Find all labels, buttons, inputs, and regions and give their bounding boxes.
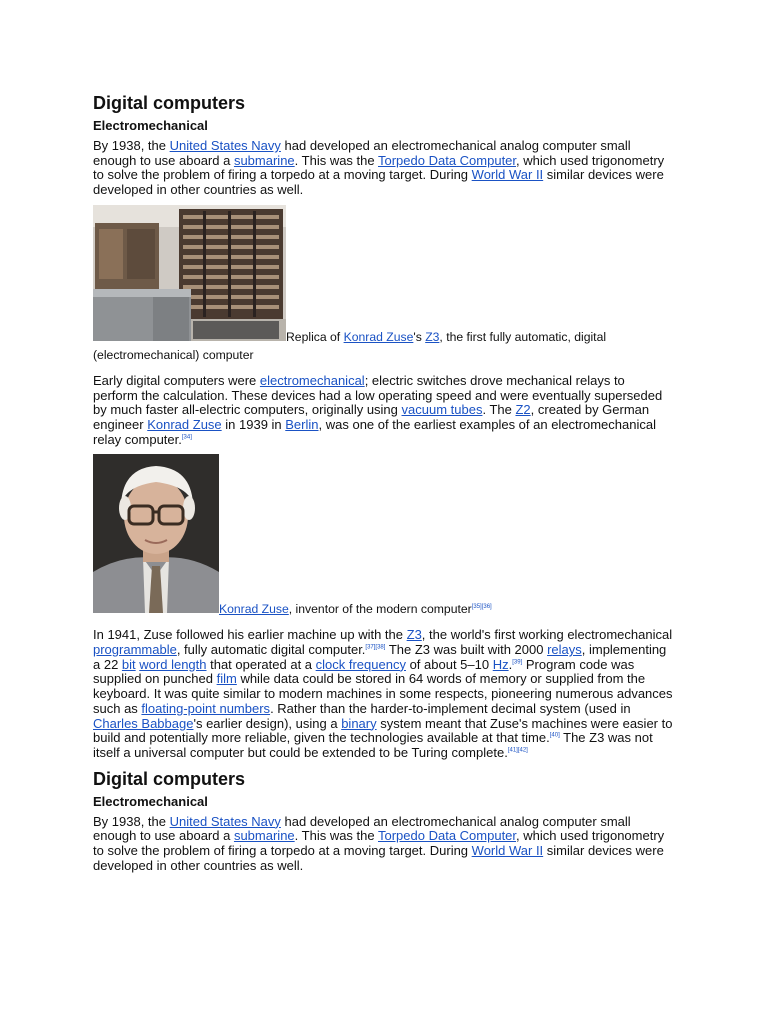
link-united-states-navy[interactable]: United States Navy	[169, 813, 281, 829]
text-run: system meant that Zuse's machines were easier to build and potentially more reliable, given the technologies available at that time.	[93, 715, 673, 746]
text-run: similar devices were developed in other countries as well.	[93, 167, 664, 198]
link-word-length[interactable]: word length	[139, 656, 207, 672]
text-run: By 1938, the	[93, 138, 170, 153]
link-hz[interactable]: Hz	[492, 656, 509, 672]
citation-ref[interactable]: [39]	[512, 659, 523, 666]
link-electromechanical[interactable]: electromechanical	[259, 372, 365, 388]
link-floating-point-numbers[interactable]: floating-point numbers	[141, 700, 271, 716]
link-konrad-zuse[interactable]: Konrad Zuse	[343, 329, 414, 344]
text-run: Program code was supplied on punched	[93, 656, 635, 687]
link-programmable[interactable]: programmable	[93, 642, 177, 658]
link-clock-frequency[interactable]: clock frequency	[315, 656, 406, 672]
text-run: .	[508, 656, 513, 672]
text-run: had developed an electromechanical analog computer small enough to use aboard a	[93, 813, 631, 844]
text-run: The Z3 was built with 2000	[385, 642, 548, 658]
link-konrad-zuse[interactable]: Konrad Zuse	[219, 602, 289, 617]
citation-ref[interactable]: [40]	[549, 732, 560, 739]
text-run: , the world's first working electromechanical	[421, 627, 673, 643]
text-run: Early digital computers were	[93, 372, 260, 388]
text-run: had developed an electromechanical analog computer small enough to use aboard a	[93, 138, 631, 168]
link-united-states-navy[interactable]: United States Navy	[169, 138, 281, 153]
konrad-zuse-portrait	[93, 454, 219, 618]
text-run: . Rather than the harder-to-implement decimal system (used in	[270, 700, 631, 716]
text-run: . This was the	[294, 152, 378, 168]
paragraph-navy-repeat	[93, 815, 673, 874]
figure-caption-zuse	[219, 602, 492, 616]
link-world-war-ii[interactable]: World War II	[471, 167, 544, 183]
text-run: , was one of the earliest examples of an electromechanical relay computer.	[93, 416, 656, 447]
link-z2[interactable]: Z2	[515, 402, 531, 418]
link-relays[interactable]: relays	[547, 642, 582, 658]
link-film[interactable]: film	[216, 671, 237, 687]
link-z3[interactable]: Z3	[425, 329, 440, 344]
section-subheading-repeat: Electromechanical	[93, 793, 208, 809]
section-repeat	[93, 768, 673, 874]
text-run: 's earlier design), using a	[193, 715, 342, 731]
text-run: . This was the	[294, 828, 378, 844]
link-binary[interactable]: binary	[341, 715, 377, 731]
paragraph-navy	[93, 139, 673, 198]
text-run: In 1941, Zuse followed his earlier machine up with the	[93, 627, 407, 643]
link-berlin[interactable]: Berlin	[285, 416, 319, 432]
text-run: . The	[482, 402, 516, 418]
text-run: 's	[413, 329, 426, 344]
text-run: , the first fully automatic, digital (electromechanical) computer	[93, 329, 607, 362]
text-run: in 1939 in	[221, 416, 286, 432]
figure-konrad-zuse	[93, 454, 673, 618]
link-submarine[interactable]: submarine	[233, 152, 295, 168]
link-torpedo-data-computer[interactable]: Torpedo Data Computer	[378, 828, 517, 844]
text-run: , inventor of the modern computer	[288, 602, 472, 617]
citation-ref[interactable]: [34]	[181, 434, 192, 441]
text-run: , which used trigonometry to solve the problem of firing a torpedo at a moving target. During	[93, 828, 665, 859]
text-run: , implementing a 22	[93, 642, 667, 672]
paragraph-early-digital	[93, 374, 673, 448]
text-run: By 1938, the	[93, 813, 170, 829]
text-run: Replica of	[286, 329, 344, 344]
text-run: while data could be stored in 64 words of memory or supplied from the keyboard. It was quite similar to modern machines in some respects, pioneering numerous advances such as	[93, 671, 673, 716]
link-z3[interactable]: Z3	[406, 627, 422, 643]
link-charles-babbage[interactable]: Charles Babbage	[93, 715, 194, 731]
text-run: , created by German engineer	[93, 402, 650, 432]
section-heading: Digital computers	[93, 93, 246, 113]
text-run: , which used trigonometry to solve the problem of firing a torpedo at a moving target. During	[93, 152, 665, 183]
section-subheading: Electromechanical	[93, 118, 208, 133]
citation-ref[interactable]: [35][36]	[471, 604, 492, 611]
text-run: ; electric switches drove mechanical relays to perform the calculation. These devices had a low operating speed and were eventually superseded by much faster all-electric computers, originally using	[93, 372, 663, 418]
link-konrad-zuse[interactable]: Konrad Zuse	[147, 416, 222, 432]
citation-ref[interactable]: [41][42]	[507, 747, 528, 754]
z3-replica-image	[93, 205, 286, 346]
link-torpedo-data-computer[interactable]: Torpedo Data Computer	[378, 152, 517, 168]
article	[93, 92, 673, 873]
link-vacuum-tubes[interactable]: vacuum tubes	[401, 402, 483, 418]
text-run: similar devices were developed in other countries as well.	[93, 843, 664, 873]
figure-z3-replica	[93, 205, 673, 364]
text-run: of about 5–10	[405, 656, 493, 672]
citation-ref[interactable]: [37][38]	[365, 644, 386, 651]
text-run: , fully automatic digital computer.	[176, 642, 366, 658]
section-heading-repeat: Digital computers	[93, 768, 246, 789]
text-run: that operated at a	[206, 656, 316, 672]
link-bit[interactable]: bit	[121, 656, 136, 672]
paragraph-z3	[93, 628, 673, 760]
text-run: The Z3 was not itself a universal computer but could be extended to be Turing complete.	[93, 730, 653, 760]
link-world-war-ii[interactable]: World War II	[471, 843, 544, 859]
link-submarine[interactable]: submarine	[233, 828, 295, 844]
